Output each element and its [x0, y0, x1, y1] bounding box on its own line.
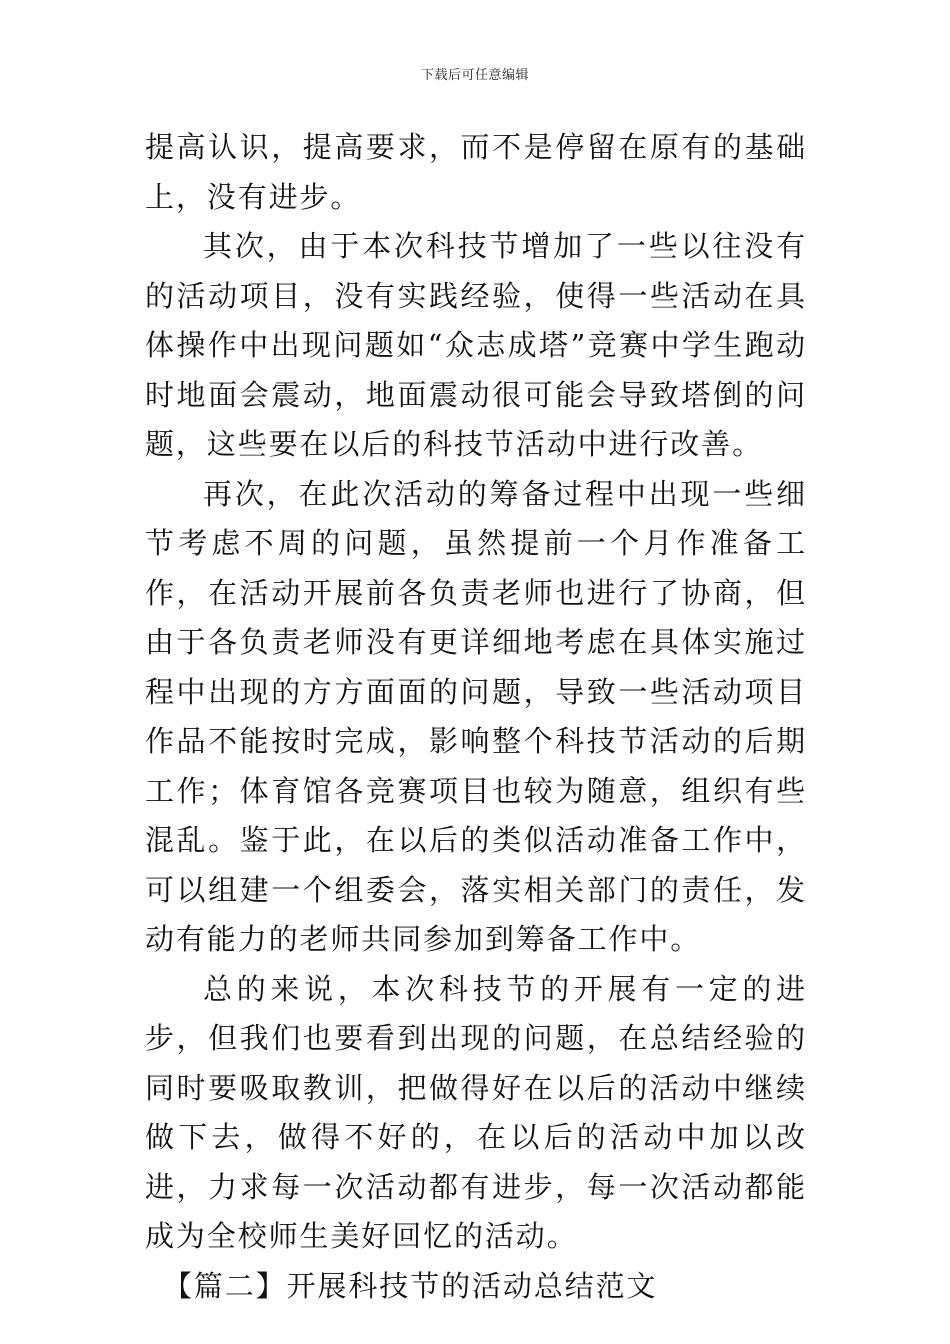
document-body: [145, 123, 807, 1311]
header-note: 下载后可任意编辑: [420, 68, 529, 83]
paragraph-summary: 总的来说，本次科技节的开展有一定的进步，但我们也要看到出现的问题，在总结经验的同时要吸取教训，把做得好在以后的活动中继续做下去，做得不好的，在以后的活动中加以改进，力求每一次活动都有进步，每一次活动都能成为全校师生美好回忆的活动。: [145, 971, 807, 1253]
paragraph-thirdly: 再次，在此次活动的筹备过程中出现一些细节考虑不周的问题，虽然提前一个月作准备工作，在活动开展前各负责老师也进行了协商，但由于各负责老师没有更详细地考虑在具体实施过程中出现的方方面面的问题，导致一些活动项目作品不能按时完成，影响整个科技节活动的后期工作；体育馆各竞赛项目也较为随意，组织有些混乱。鉴于此，在以后的类似活动准备工作中，可以组建一个组委会，落实相关部门的责任，发动有能力的老师共同参加到筹备工作中。: [145, 476, 807, 956]
paragraph-secondly: 其次，由于本次科技节增加了一些以往没有的活动项目，没有实践经验，使得一些活动在具体操作中出现问题如“众志成塔”竞赛中学生跑动时地面会震动，地面震动很可能会导致塔倒的问题，这些要在以后的科技节活动中进行改善。: [145, 229, 807, 461]
section-heading: 【篇二】开展科技节的活动总结范文: [163, 1268, 658, 1303]
paragraph-continuation: 提高认识，提高要求，而不是停留在原有的基础上，没有进步。: [145, 130, 807, 214]
